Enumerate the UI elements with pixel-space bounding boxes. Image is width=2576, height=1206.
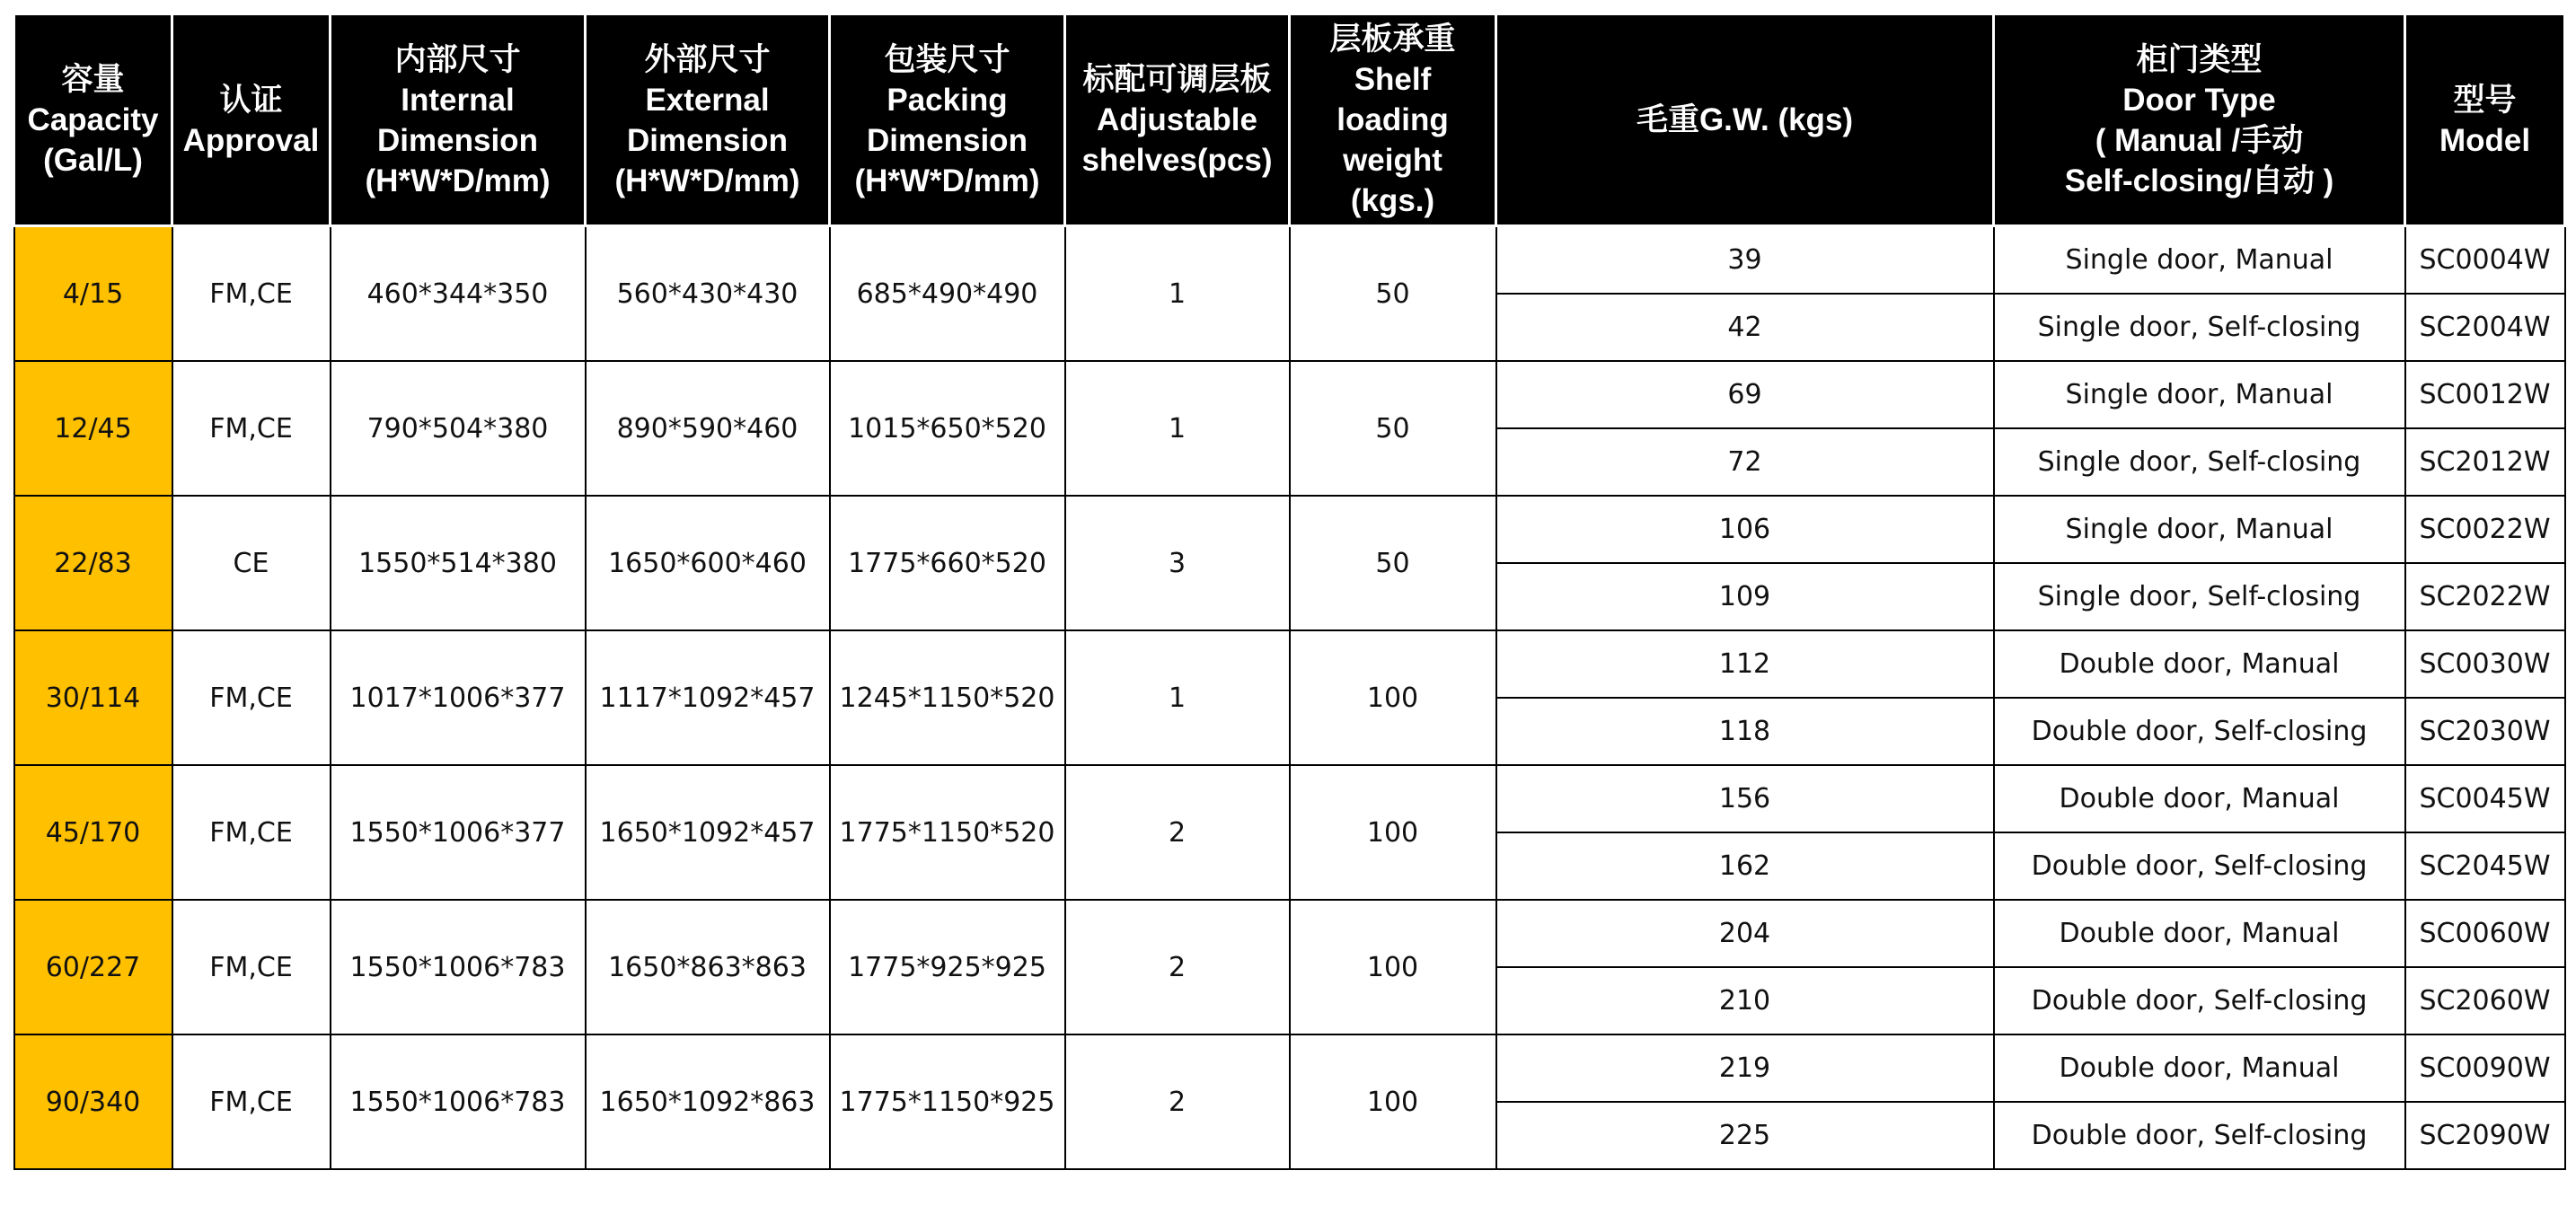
model-cell: SC0060W xyxy=(2405,900,2565,967)
model-cell: SC0045W xyxy=(2405,765,2565,832)
header-shelves-line: shelves(pcs) xyxy=(1081,143,1273,178)
loading-cell: 50 xyxy=(1290,496,1496,630)
external-cell: 1650*1092*457 xyxy=(586,765,830,900)
shelves-cell: 3 xyxy=(1065,496,1290,630)
external-cell: 1650*600*460 xyxy=(586,496,830,630)
header-packing-line: Dimension xyxy=(867,122,1028,158)
gw-cell: 219 xyxy=(1496,1034,1994,1102)
header-external xyxy=(586,14,830,226)
loading-cell: 50 xyxy=(1290,226,1496,362)
header-loading-line: loading xyxy=(1337,102,1449,137)
approval-cell: FM,CE xyxy=(172,900,331,1034)
capacity-cell: 45/170 xyxy=(14,765,172,900)
model-cell: SC2004W xyxy=(2405,294,2565,361)
model-cell: SC0012W xyxy=(2405,361,2565,428)
header-external-line: Dimension xyxy=(627,122,788,158)
packing-cell: 1775*1150*925 xyxy=(830,1034,1065,1169)
gw-cell: 162 xyxy=(1496,832,1994,900)
header-loading-line: weight xyxy=(1343,143,1442,178)
approval-cell: FM,CE xyxy=(172,630,331,765)
header-internal-line: Internal xyxy=(401,82,515,118)
packing-cell: 1775*1150*520 xyxy=(830,765,1065,900)
specification-table xyxy=(13,13,2566,1170)
header-loading xyxy=(1290,14,1496,226)
header-internal-line: (H*W*D/mm) xyxy=(365,163,551,198)
capacity-cell: 12/45 xyxy=(14,361,172,496)
model-cell: SC2045W xyxy=(2405,832,2565,900)
model-cell: SC0004W xyxy=(2405,226,2565,295)
door-cell: Double door, Self-closing xyxy=(1994,967,2405,1034)
loading-cell: 100 xyxy=(1290,1034,1496,1169)
gw-cell: 42 xyxy=(1496,294,1994,361)
approval-cell: FM,CE xyxy=(172,361,331,496)
table-row xyxy=(14,900,2565,967)
shelves-cell: 1 xyxy=(1065,630,1290,765)
header-capacity-line: (Gal/L) xyxy=(43,143,143,178)
door-cell: Single door, Manual xyxy=(1994,361,2405,428)
header-external-line: (H*W*D/mm) xyxy=(614,163,800,198)
gw-cell: 39 xyxy=(1496,226,1994,295)
header-model-line: 型号 xyxy=(2453,82,2517,118)
door-cell: Single door, Self-closing xyxy=(1994,563,2405,630)
door-cell: Single door, Self-closing xyxy=(1994,428,2405,496)
header-door xyxy=(1994,14,2405,226)
header-approval-line: Approval xyxy=(182,122,320,158)
header-loading-line: 层板承重 xyxy=(1329,22,1456,57)
table-row xyxy=(14,361,2565,428)
header-approval-line: 认证 xyxy=(219,82,283,118)
internal-cell: 1550*514*380 xyxy=(331,496,586,630)
header-gw xyxy=(1496,14,1994,226)
shelves-cell: 1 xyxy=(1065,226,1290,362)
gw-cell: 225 xyxy=(1496,1102,1994,1169)
internal-cell: 1550*1006*783 xyxy=(331,1034,586,1169)
header-capacity-line: 容量 xyxy=(61,62,125,97)
model-cell: SC0090W xyxy=(2405,1034,2565,1102)
door-cell: Double door, Self-closing xyxy=(1994,698,2405,765)
shelves-cell: 1 xyxy=(1065,361,1290,496)
header-internal-line: 内部尺寸 xyxy=(394,41,521,77)
loading-cell: 100 xyxy=(1290,900,1496,1034)
capacity-cell: 4/15 xyxy=(14,226,172,362)
shelves-cell: 2 xyxy=(1065,1034,1290,1169)
header-packing-line: (H*W*D/mm) xyxy=(854,163,1040,198)
gw-cell: 210 xyxy=(1496,967,1994,1034)
header-loading-line: Shelf xyxy=(1354,62,1432,97)
header-door-line: ( Manual /手动 xyxy=(2095,122,2304,158)
capacity-cell: 22/83 xyxy=(14,496,172,630)
door-cell: Double door, Manual xyxy=(1994,900,2405,967)
model-cell: SC2090W xyxy=(2405,1102,2565,1169)
table-body xyxy=(14,226,2565,1170)
loading-cell: 100 xyxy=(1290,765,1496,900)
header-door-line: Door Type xyxy=(2122,82,2276,118)
header-shelves-line: 标配可调层板 xyxy=(1082,62,1272,97)
external-cell: 560*430*430 xyxy=(586,226,830,362)
door-cell: Single door, Manual xyxy=(1994,226,2405,295)
door-cell: Double door, Manual xyxy=(1994,765,2405,832)
header-loading-line: (kgs.) xyxy=(1350,183,1435,218)
door-cell: Single door, Self-closing xyxy=(1994,294,2405,361)
approval-cell: CE xyxy=(172,496,331,630)
packing-cell: 1015*650*520 xyxy=(830,361,1065,496)
gw-cell: 112 xyxy=(1496,630,1994,698)
gw-cell: 106 xyxy=(1496,496,1994,563)
door-cell: Double door, Manual xyxy=(1994,1034,2405,1102)
internal-cell: 460*344*350 xyxy=(331,226,586,362)
header-model-line: Model xyxy=(2439,122,2531,158)
header-gw-line: 毛重G.W. (kgs) xyxy=(1636,102,1854,137)
header-shelves-line: Adjustable xyxy=(1097,102,1257,137)
capacity-cell: 90/340 xyxy=(14,1034,172,1169)
external-cell: 1117*1092*457 xyxy=(586,630,830,765)
model-cell: SC0030W xyxy=(2405,630,2565,698)
packing-cell: 685*490*490 xyxy=(830,226,1065,362)
header-packing-line: 包装尺寸 xyxy=(884,41,1010,77)
model-cell: SC2012W xyxy=(2405,428,2565,496)
header-door-line: Self-closing/自动 ) xyxy=(2064,163,2334,198)
external-cell: 1650*1092*863 xyxy=(586,1034,830,1169)
gw-cell: 109 xyxy=(1496,563,1994,630)
model-cell: SC2030W xyxy=(2405,698,2565,765)
approval-cell: FM,CE xyxy=(172,1034,331,1169)
model-cell: SC0022W xyxy=(2405,496,2565,563)
packing-cell: 1245*1150*520 xyxy=(830,630,1065,765)
header-external-line: 外部尺寸 xyxy=(644,41,771,77)
header-model xyxy=(2405,14,2565,226)
header-door-line: 柜门类型 xyxy=(2136,41,2263,77)
model-cell: SC2060W xyxy=(2405,967,2565,1034)
model-cell: SC2022W xyxy=(2405,563,2565,630)
table-row xyxy=(14,496,2565,563)
external-cell: 890*590*460 xyxy=(586,361,830,496)
capacity-cell: 30/114 xyxy=(14,630,172,765)
door-cell: Single door, Manual xyxy=(1994,496,2405,563)
header-row xyxy=(14,14,2565,226)
header-capacity xyxy=(14,14,172,226)
door-cell: Double door, Self-closing xyxy=(1994,832,2405,900)
gw-cell: 69 xyxy=(1496,361,1994,428)
gw-cell: 72 xyxy=(1496,428,1994,496)
header-packing-line: Packing xyxy=(887,82,1008,118)
table-row xyxy=(14,1034,2565,1102)
shelves-cell: 2 xyxy=(1065,765,1290,900)
internal-cell: 1550*1006*783 xyxy=(331,900,586,1034)
approval-cell: FM,CE xyxy=(172,226,331,362)
gw-cell: 118 xyxy=(1496,698,1994,765)
header-shelves xyxy=(1065,14,1290,226)
loading-cell: 50 xyxy=(1290,361,1496,496)
internal-cell: 790*504*380 xyxy=(331,361,586,496)
header-approval xyxy=(172,14,331,226)
door-cell: Double door, Manual xyxy=(1994,630,2405,698)
header-external-line: External xyxy=(645,82,770,118)
packing-cell: 1775*925*925 xyxy=(830,900,1065,1034)
capacity-cell: 60/227 xyxy=(14,900,172,1034)
header-internal-line: Dimension xyxy=(377,122,538,158)
internal-cell: 1017*1006*377 xyxy=(331,630,586,765)
shelves-cell: 2 xyxy=(1065,900,1290,1034)
table-row xyxy=(14,765,2565,832)
gw-cell: 156 xyxy=(1496,765,1994,832)
loading-cell: 100 xyxy=(1290,630,1496,765)
external-cell: 1650*863*863 xyxy=(586,900,830,1034)
packing-cell: 1775*660*520 xyxy=(830,496,1065,630)
gw-cell: 204 xyxy=(1496,900,1994,967)
table-row xyxy=(14,630,2565,698)
header-packing xyxy=(830,14,1065,226)
header-internal xyxy=(331,14,586,226)
approval-cell: FM,CE xyxy=(172,765,331,900)
table-header xyxy=(14,14,2565,226)
door-cell: Double door, Self-closing xyxy=(1994,1102,2405,1169)
table-row xyxy=(14,226,2565,295)
header-capacity-line: Capacity xyxy=(27,102,159,137)
internal-cell: 1550*1006*377 xyxy=(331,765,586,900)
